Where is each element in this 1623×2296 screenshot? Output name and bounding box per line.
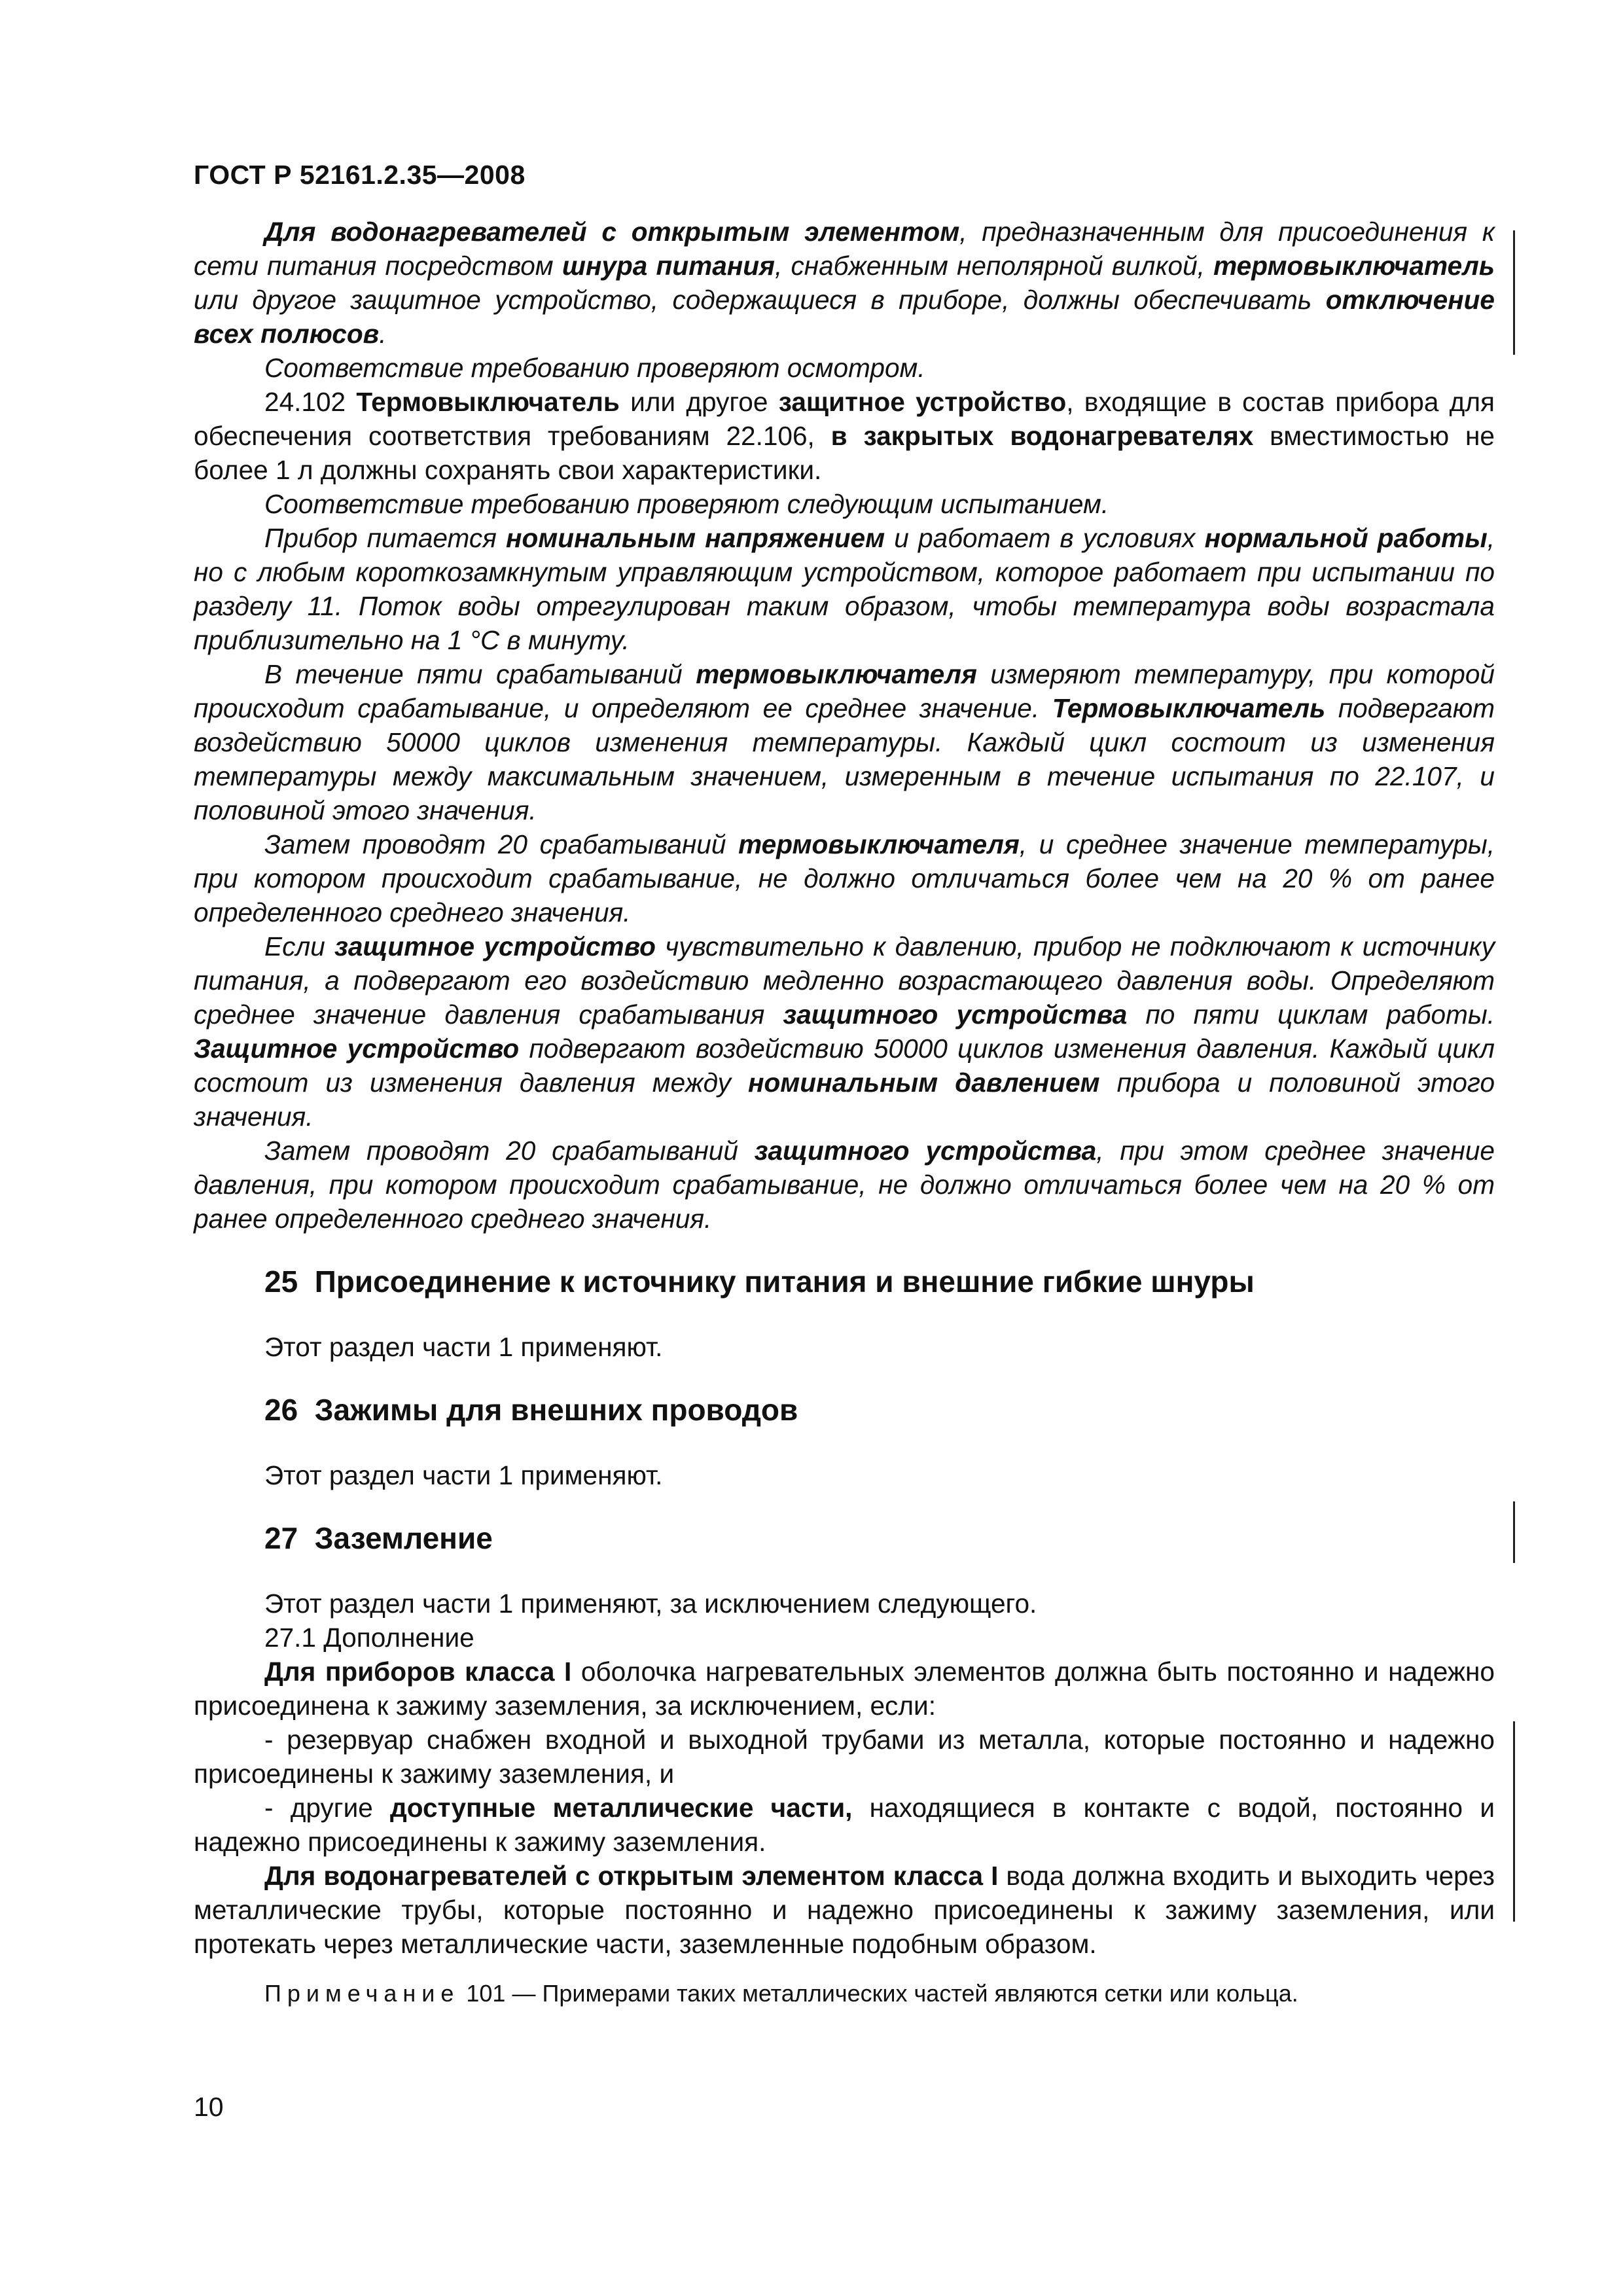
paragraph-open-heaters: Для водонагревателей с открытым элементом, предназначенным для присоединения к сети питания посредством шнура питания, снабженным неполярной вилкой, термовыключатель или другое защитное устройство, содержащиеся в приборе, должны обеспечивать отключение всех полюсов.: [194, 217, 1495, 349]
list-item: - другие доступные металлические части, находящиеся в контакте с водой, постоянно и надежно присоединены к зажиму заземления.: [194, 1793, 1495, 1857]
section-27-text: Этот раздел части 1 применяют, за исключением следующего.: [264, 1588, 1037, 1619]
section-27-heading: 27 Заземление: [264, 1521, 493, 1555]
paragraph-twenty-operations-temperature: Затем проводят 20 срабатываний термовыключателя, и среднее значение температуры, при котором происходит срабатывание, не должно отличаться более чем на 20 % от ранее определенного среднего значения.: [194, 829, 1495, 927]
paragraph-twenty-operations-pressure: Затем проводят 20 срабатываний защитного устройства, при этом среднее значение давления, при котором происходит срабатывание, не должно отличаться более чем на 20 % от ранее определенного среднего значения.: [194, 1136, 1495, 1234]
paragraph-supply: Прибор питается номинальным напряжением и работает в условиях нормальной работы, но с любым короткозамкнутым управляющим устройством, которое работает при испытании по разделу 11. Поток воды отрегулирован таким образом, чтобы температура воды возрастала приблизительно на 1 °С в минуту.: [194, 523, 1495, 655]
clause-27-1: 27.1 Дополнение: [264, 1623, 474, 1653]
compliance-inspection: Соответствие требованию проверяют осмотром.: [264, 353, 925, 383]
section-25-text: Этот раздел части 1 применяют.: [264, 1332, 663, 1362]
paragraph-class-1: Для приборов класса I оболочка нагревательных элементов должна быть постоянно и надежно присоединена к зажиму заземления, за исключением, если:: [194, 1657, 1495, 1721]
paragraph-pressure: Если защитное устройство чувствительно к давлению, прибор не подключают к источнику питания, а подвергают его воздействию медленно возрастающего давления воды. Определяют среднее значение давления срабатывания защитного устройства по пяти циклам работы. Защитное устройство подвергают воздействию 50000 циклов изменения давления. Каждый цикл состоит из изменения давления между номинальным давлением прибора и половиной этого значения.: [194, 931, 1495, 1132]
page-number: 10: [194, 2092, 224, 2122]
paragraph-open-class-1: Для водонагревателей с открытым элементом класса I вода должна входить и выходить через металлические трубы, которые постоянно и надежно присоединены к зажиму заземления, или протекать через металлические части, заземленные подобным образом.: [194, 1861, 1495, 1959]
note-101: Примечание 101 — Примерами таких металлических частей являются сетки или кольца.: [264, 1980, 1298, 2007]
list-item: - резервуар снабжен входной и выходной трубами из металла, которые постоянно и надежно присоединены к зажиму заземления, и: [194, 1725, 1495, 1789]
paragraph-five-operations: В течение пяти срабатываний термовыключателя измеряют температуру, при которой происходит срабатывание, и определяют ее среднее значение. Термовыключатель подвергают воздействию 50000 циклов изменения температуры. Каждый цикл состоит из изменения температуры между максимальным значением, измеренным в течение испытания по 22.107, и половиной этого значения.: [194, 659, 1495, 825]
change-bar: [1513, 1501, 1515, 1563]
section-25-heading: 25 Присоединение к источнику питания и внешние гибкие шнуры: [264, 1265, 1255, 1299]
document-body: [194, 215, 1495, 2011]
change-bar: [1513, 1721, 1515, 1922]
section-26-heading: 26 Зажимы для внешних проводов: [264, 1393, 798, 1427]
document-code: ГОСТ Р 52161.2.35—2008: [194, 160, 526, 190]
change-bar: [1513, 230, 1515, 355]
compliance-test: Соответствие требованию проверяют следующим испытанием.: [264, 489, 1109, 519]
section-26-text: Этот раздел части 1 применяют.: [264, 1460, 663, 1490]
clause-24-102: 24.102 Термовыключатель или другое защитное устройство, входящие в состав прибора для обеспечения соответствия требованиям 22.106, в закрытых водонагревателях вместимостью не более 1 л должны сохранять свои характеристики.: [194, 387, 1495, 485]
